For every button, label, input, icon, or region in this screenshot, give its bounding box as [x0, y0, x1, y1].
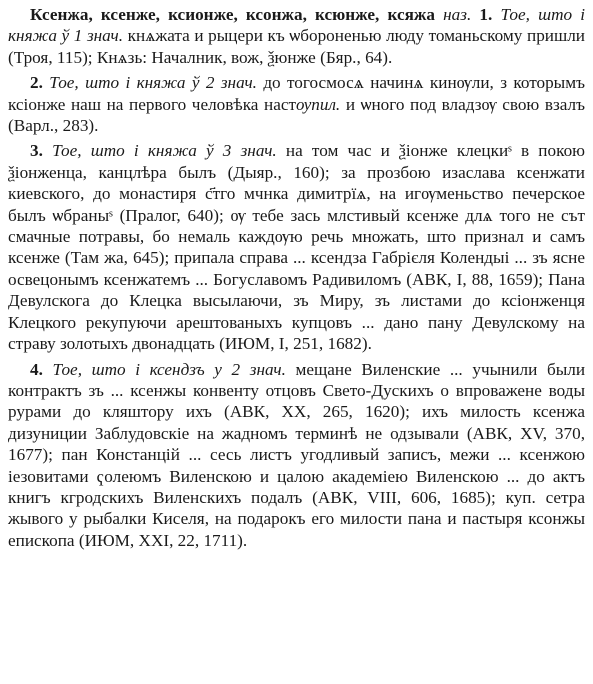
sense-number: 2. — [30, 73, 43, 93]
sense-citation: до тогосмосѧ начинѧ кинѹли, з которымъ ксіонже наш на первого человѣка наст — [8, 73, 585, 114]
sense-4-paragraph — [8, 359, 585, 552]
sense-gloss: Тое, што і княжа ў 1 знач. — [8, 5, 586, 46]
sense-citation-italic: пил. — [311, 94, 341, 114]
sense-citation: на том час и ѯіонже клецкиˢ в покою ѯіонженца, канцлѣра былъ (Дыяр., 160); за прозбою изаслава ксенжати киевского, до монастиря с҃тго мчнка димитрїѧ, на игѹменьство печерское былъ ѡбраныˢ (Пралог, 640); ѹ тебе зась млстивый ксенже длѧ того не сът смачные потравы, бо немаль каждѹю речь множать, што признал и самъ ксенже (Там жа, 645); припала справа ... ксендза Габрієля Колендыі ... зъ ясне освецонымъ ксенжатемъ ... Богуславомъ Радивиломъ (АВК, І, 88, 1659); Пана Девулскога до Клецка высылаючи, зъ Миру, зъ листами до ксіонженця Клецкого рекупуючи арештованыхъ купцовъ ... дано пану Девулскому на страву золотыхъ двонадцать (ИЮМ, І, 251, 1682). — [8, 141, 586, 354]
part-of-speech: наз. — [443, 5, 472, 24]
sense-gloss: Тое, што і княжа ў 2 знач. — [49, 73, 257, 93]
sense-citation: и ѡного под владзѹ свою взалъ (Варл., 283). — [8, 94, 585, 136]
sense-citation-italic: ѹ — [295, 94, 312, 114]
sense-3-paragraph — [8, 140, 585, 354]
headword: Ксенжа, ксенже, ксионже, ксонжа, ксюнже, ксяжа — [30, 5, 435, 24]
sense-1-paragraph — [8, 4, 585, 68]
sense-citation: кнѧжата и рыцери къ ѡбороненью люду томаньскому пришли (Троя, 115); Кнѧзь: Началник, вож, ѯюнже (Бяр., 64). — [8, 26, 585, 67]
dictionary-entry — [8, 4, 585, 555]
sense-citation: мещане Виленские ... учынили были контрактъ зъ ... ксенжы конвенту отцовъ Свето-Дускихъ о впроважене воды рурами до кляштору ихъ (АВК, XX, 265, 1620); ихъ милость ксенжа дизуниции Заблудовскіе на жадномъ терминѣ не одзывали (АВК, XV, 370, 1677); пан Констанцій ... сесь листъ угодливый записъ, межи ... ксенжою іезовитами ҁолеюмъ Виленскою и цалою академіею Виленскою ... до актъ книгъ кгродскихъ Виленскихъ подалъ (АВК, VIII, 606, 1685); куп. сетра жывого у рыбалки Киселя, на подарокъ его милости пана и пастыря ксонжы епископа (ИЮМ, XXI, 22, 1711). — [8, 359, 586, 550]
sense-number: 4. — [30, 359, 43, 379]
sense-gloss: Тое, што і ксендзъ у 2 знач. — [52, 359, 286, 379]
sense-gloss: Тое, што і княжа ў 3 знач. — [52, 141, 277, 161]
sense-2-paragraph — [8, 72, 585, 136]
sense-number: 1. — [479, 5, 493, 24]
sense-number: 3. — [30, 141, 43, 161]
